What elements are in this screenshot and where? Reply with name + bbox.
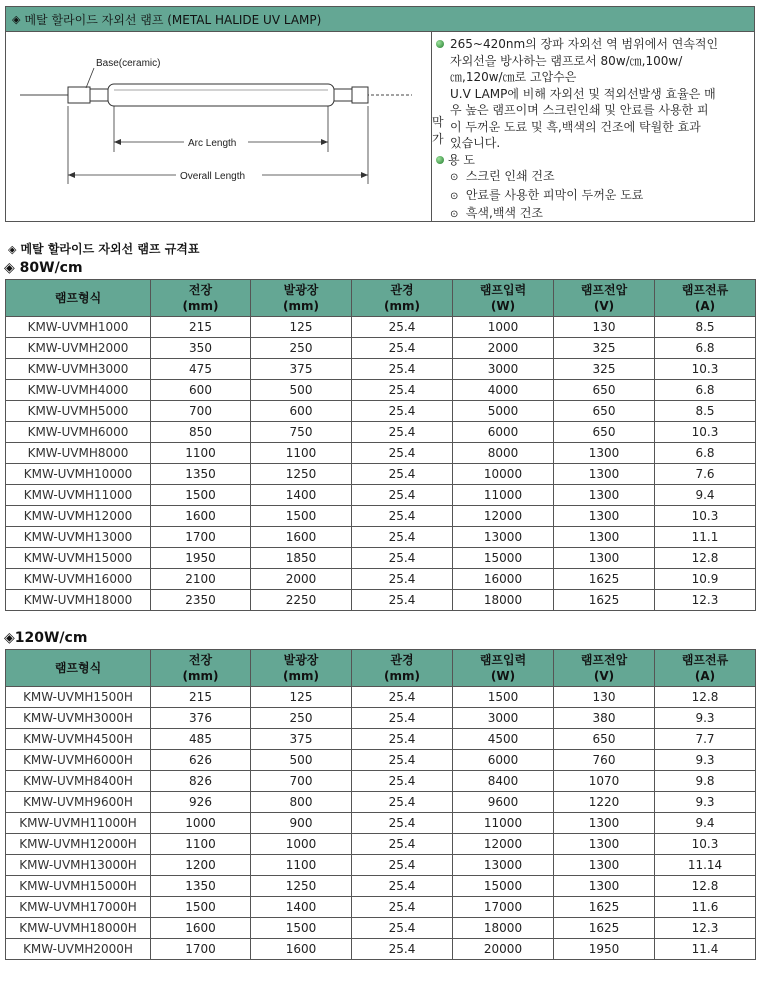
model-cell: KMW-UVMH2000H xyxy=(6,939,151,960)
value-cell: 1300 xyxy=(554,506,655,527)
value-cell: 1300 xyxy=(554,443,655,464)
model-cell: KMW-UVMH1500H xyxy=(6,687,151,708)
column-header-label: 발광장 xyxy=(283,283,319,297)
model-cell: KMW-UVMH12000H xyxy=(6,834,151,855)
model-cell: KMW-UVMH10000 xyxy=(6,464,151,485)
model-cell: KMW-UVMH17000H xyxy=(6,897,151,918)
model-cell: KMW-UVMH4500H xyxy=(6,729,151,750)
model-cell: KMW-UVMH5000 xyxy=(6,401,151,422)
value-cell: 10.3 xyxy=(655,834,756,855)
value-cell: 926 xyxy=(151,792,251,813)
value-cell: 475 xyxy=(151,359,251,380)
table80-heading: ◈ 80W/cm xyxy=(4,260,83,276)
model-cell: KMW-UVMH4000 xyxy=(6,380,151,401)
value-cell: 850 xyxy=(151,422,251,443)
table-row xyxy=(6,422,756,443)
value-cell: 650 xyxy=(554,729,655,750)
value-cell: 6.8 xyxy=(655,443,756,464)
value-cell: 1300 xyxy=(554,527,655,548)
table-row xyxy=(6,359,756,380)
value-cell: 1300 xyxy=(554,548,655,569)
value-cell: 11000 xyxy=(453,485,554,506)
value-cell: 25.4 xyxy=(352,443,453,464)
column-header-unit: (mm) xyxy=(283,669,319,683)
value-cell: 650 xyxy=(554,380,655,401)
value-cell: 10.3 xyxy=(655,422,756,443)
model-cell: KMW-UVMH6000 xyxy=(6,422,151,443)
value-cell: 2000 xyxy=(251,569,352,590)
value-cell: 1250 xyxy=(251,464,352,485)
usage-item xyxy=(436,205,750,224)
value-cell: 215 xyxy=(151,317,251,338)
usage-item-text: 흑색,백색 건조 xyxy=(465,206,544,220)
value-cell: 25.4 xyxy=(352,401,453,422)
column-header-unit: (mm) xyxy=(283,299,319,313)
model-cell: KMW-UVMH16000 xyxy=(6,569,151,590)
table-row xyxy=(6,506,756,527)
table-row xyxy=(6,401,756,422)
table-row xyxy=(6,380,756,401)
value-cell: 12.3 xyxy=(655,918,756,939)
model-cell: KMW-UVMH11000 xyxy=(6,485,151,506)
value-cell: 25.4 xyxy=(352,939,453,960)
value-cell: 4500 xyxy=(453,729,554,750)
value-cell: 380 xyxy=(554,708,655,729)
column-header-unit: (mm) xyxy=(384,299,420,313)
value-cell: 125 xyxy=(251,687,352,708)
table-header-row xyxy=(6,280,756,317)
table-row xyxy=(6,939,756,960)
value-cell: 650 xyxy=(554,422,655,443)
value-cell: 1500 xyxy=(251,918,352,939)
value-cell: 4000 xyxy=(453,380,554,401)
value-cell: 25.4 xyxy=(352,317,453,338)
value-cell: 25.4 xyxy=(352,548,453,569)
value-cell: 600 xyxy=(151,380,251,401)
lamp-diagram xyxy=(6,32,432,221)
value-cell: 600 xyxy=(251,401,352,422)
model-cell: KMW-UVMH11000H xyxy=(6,813,151,834)
value-cell: 11.14 xyxy=(655,855,756,876)
column-header xyxy=(352,650,453,687)
table-row xyxy=(6,876,756,897)
column-header-label: 램프입력 xyxy=(479,653,527,667)
table-row xyxy=(6,834,756,855)
value-cell: 1100 xyxy=(251,443,352,464)
column-header xyxy=(251,280,352,317)
value-cell: 1950 xyxy=(151,548,251,569)
model-cell: KMW-UVMH8000 xyxy=(6,443,151,464)
column-header-unit: (mm) xyxy=(384,669,420,683)
value-cell: 1100 xyxy=(151,443,251,464)
value-cell: 10000 xyxy=(453,464,554,485)
value-cell: 25.4 xyxy=(352,834,453,855)
value-cell: 1500 xyxy=(151,485,251,506)
column-header-unit: (mm) xyxy=(182,669,219,683)
column-header-label: 전장 xyxy=(188,653,213,667)
lamp-drawing xyxy=(6,32,431,222)
value-cell: 11.4 xyxy=(655,939,756,960)
base-label: Base(ceramic) xyxy=(96,58,161,69)
column-header-label: 관경 xyxy=(390,283,414,297)
table-row xyxy=(6,443,756,464)
model-cell: KMW-UVMH13000 xyxy=(6,527,151,548)
model-cell: KMW-UVMH15000H xyxy=(6,876,151,897)
value-cell: 250 xyxy=(251,338,352,359)
model-cell: KMW-UVMH18000 xyxy=(6,590,151,611)
table-row xyxy=(6,855,756,876)
spec-heading-text: 메탈 할라이드 자외선 램프 규격표 xyxy=(20,242,200,256)
table-row xyxy=(6,813,756,834)
value-cell: 2350 xyxy=(151,590,251,611)
table-row xyxy=(6,918,756,939)
value-cell: 3000 xyxy=(453,708,554,729)
column-header xyxy=(453,280,554,317)
spec-table-120w xyxy=(5,649,756,960)
circle-dot-icon: ⊙ xyxy=(450,209,459,220)
value-cell: 25.4 xyxy=(352,729,453,750)
value-cell: 25.4 xyxy=(352,813,453,834)
lamp-info-box xyxy=(5,6,755,222)
table-row xyxy=(6,569,756,590)
value-cell: 25.4 xyxy=(352,422,453,443)
value-cell: 1300 xyxy=(554,834,655,855)
value-cell: 25.4 xyxy=(352,708,453,729)
side-char: 막 xyxy=(432,115,444,129)
lamp-description xyxy=(432,32,754,221)
value-cell: 1000 xyxy=(251,834,352,855)
description-line: U.V LAMP에 비해 자외선 및 적외선발생 효율은 매 xyxy=(450,86,716,101)
value-cell: 826 xyxy=(151,771,251,792)
value-cell: 11000 xyxy=(453,813,554,834)
value-cell: 1850 xyxy=(251,548,352,569)
diamond-icon: ◈ xyxy=(8,243,17,256)
value-cell: 750 xyxy=(251,422,352,443)
value-cell: 1220 xyxy=(554,792,655,813)
description-paragraph xyxy=(436,36,750,152)
value-cell: 1600 xyxy=(151,918,251,939)
column-header-label: 램프전압 xyxy=(580,283,628,297)
value-cell: 1300 xyxy=(554,813,655,834)
value-cell: 1700 xyxy=(151,527,251,548)
value-cell: 1300 xyxy=(554,876,655,897)
value-cell: 15000 xyxy=(453,548,554,569)
bullet-icon xyxy=(436,156,444,164)
value-cell: 1500 xyxy=(453,687,554,708)
value-cell: 6.8 xyxy=(655,380,756,401)
value-cell: 1500 xyxy=(151,897,251,918)
value-cell: 10.3 xyxy=(655,359,756,380)
column-header xyxy=(655,650,756,687)
value-cell: 6000 xyxy=(453,750,554,771)
column-header xyxy=(151,650,251,687)
value-cell: 1250 xyxy=(251,876,352,897)
value-cell: 3000 xyxy=(453,359,554,380)
value-cell: 1350 xyxy=(151,464,251,485)
table-row xyxy=(6,485,756,506)
column-header-label: 관경 xyxy=(390,653,414,667)
value-cell: 2000 xyxy=(453,338,554,359)
table120-heading: ◈120W/cm xyxy=(4,630,88,646)
usage-item xyxy=(436,187,750,206)
value-cell: 18000 xyxy=(453,918,554,939)
circle-dot-icon: ⊙ xyxy=(450,190,459,202)
column-header-unit: (A) xyxy=(694,299,716,313)
value-cell: 376 xyxy=(151,708,251,729)
side-char: 가 xyxy=(432,131,444,146)
value-cell: 25.4 xyxy=(352,380,453,401)
table-row xyxy=(6,750,756,771)
table-row xyxy=(6,687,756,708)
value-cell: 18000 xyxy=(453,590,554,611)
value-cell: 25.4 xyxy=(352,338,453,359)
value-cell: 16000 xyxy=(453,569,554,590)
value-cell: 25.4 xyxy=(352,792,453,813)
column-header-unit: (V) xyxy=(593,669,615,683)
usage-heading xyxy=(436,152,750,169)
column-header xyxy=(554,650,655,687)
value-cell: 626 xyxy=(151,750,251,771)
usage-item xyxy=(436,168,750,187)
spec-heading xyxy=(8,240,199,257)
value-cell: 25.4 xyxy=(352,590,453,611)
value-cell: 900 xyxy=(251,813,352,834)
value-cell: 500 xyxy=(251,750,352,771)
arc-length-label: Arc Length xyxy=(188,138,237,149)
overall-length-label: Overall Length xyxy=(180,171,246,182)
model-cell: KMW-UVMH3000H xyxy=(6,708,151,729)
value-cell: 1600 xyxy=(251,939,352,960)
table-row xyxy=(6,590,756,611)
description-line: 우 높은 램프이며 스크린인쇄 및 안료를 사용한 피 xyxy=(450,103,709,117)
value-cell: 800 xyxy=(251,792,352,813)
spec-table-80w xyxy=(5,279,756,611)
value-cell: 9600 xyxy=(453,792,554,813)
column-header xyxy=(6,280,151,317)
table-row xyxy=(6,527,756,548)
value-cell: 9.4 xyxy=(655,813,756,834)
value-cell: 10.9 xyxy=(655,569,756,590)
value-cell: 1400 xyxy=(251,485,352,506)
model-cell: KMW-UVMH2000 xyxy=(6,338,151,359)
value-cell: 700 xyxy=(151,401,251,422)
column-header xyxy=(453,650,554,687)
column-header xyxy=(352,280,453,317)
value-cell: 12.3 xyxy=(655,590,756,611)
value-cell: 650 xyxy=(554,401,655,422)
model-cell: KMW-UVMH12000 xyxy=(6,506,151,527)
value-cell: 375 xyxy=(251,729,352,750)
value-cell: 25.4 xyxy=(352,897,453,918)
value-cell: 10.3 xyxy=(655,506,756,527)
column-header-label: 전장 xyxy=(188,283,213,297)
value-cell: 12.8 xyxy=(655,876,756,897)
value-cell: 8.5 xyxy=(655,317,756,338)
value-cell: 1300 xyxy=(554,485,655,506)
model-cell: KMW-UVMH3000 xyxy=(6,359,151,380)
value-cell: 25.4 xyxy=(352,569,453,590)
table-row xyxy=(6,464,756,485)
column-header-unit: (A) xyxy=(694,669,716,683)
value-cell: 1950 xyxy=(554,939,655,960)
value-cell: 1625 xyxy=(554,590,655,611)
column-header-label: 램프전류 xyxy=(681,653,729,667)
value-cell: 1625 xyxy=(554,918,655,939)
value-cell: 9.3 xyxy=(655,708,756,729)
value-cell: 8000 xyxy=(453,443,554,464)
value-cell: 9.4 xyxy=(655,485,756,506)
value-cell: 1350 xyxy=(151,876,251,897)
value-cell: 25.4 xyxy=(352,876,453,897)
value-cell: 350 xyxy=(151,338,251,359)
table-row xyxy=(6,317,756,338)
value-cell: 25.4 xyxy=(352,918,453,939)
bullet-icon xyxy=(436,40,444,48)
value-cell: 1000 xyxy=(151,813,251,834)
value-cell: 125 xyxy=(251,317,352,338)
model-cell: KMW-UVMH1000 xyxy=(6,317,151,338)
description-line: 이 두꺼운 도료 및 흑,백색의 건조에 탁월한 효과 xyxy=(450,119,701,134)
value-cell: 2250 xyxy=(251,590,352,611)
value-cell: 700 xyxy=(251,771,352,792)
value-cell: 8.5 xyxy=(655,401,756,422)
value-cell: 7.7 xyxy=(655,729,756,750)
value-cell: 9.8 xyxy=(655,771,756,792)
value-cell: 1300 xyxy=(554,464,655,485)
value-cell: 485 xyxy=(151,729,251,750)
table-row xyxy=(6,771,756,792)
value-cell: 1500 xyxy=(251,506,352,527)
value-cell: 1625 xyxy=(554,569,655,590)
value-cell: 13000 xyxy=(453,855,554,876)
model-cell: KMW-UVMH15000 xyxy=(6,548,151,569)
value-cell: 11.6 xyxy=(655,897,756,918)
value-cell: 25.4 xyxy=(352,485,453,506)
value-cell: 1600 xyxy=(151,506,251,527)
value-cell: 12000 xyxy=(453,834,554,855)
value-cell: 1625 xyxy=(554,897,655,918)
value-cell: 375 xyxy=(251,359,352,380)
value-cell: 5000 xyxy=(453,401,554,422)
value-cell: 215 xyxy=(151,687,251,708)
column-header-unit: (W) xyxy=(490,669,516,683)
value-cell: 6.8 xyxy=(655,338,756,359)
value-cell: 9.3 xyxy=(655,750,756,771)
value-cell: 1400 xyxy=(251,897,352,918)
description-line: ㎝,120w/㎝로 고압수은 xyxy=(450,70,577,84)
value-cell: 13000 xyxy=(453,527,554,548)
column-header xyxy=(151,280,251,317)
column-header-unit: (V) xyxy=(593,299,615,313)
model-cell: KMW-UVMH6000H xyxy=(6,750,151,771)
value-cell: 15000 xyxy=(453,876,554,897)
value-cell: 25.4 xyxy=(352,771,453,792)
value-cell: 1200 xyxy=(151,855,251,876)
value-cell: 12.8 xyxy=(655,687,756,708)
table-row xyxy=(6,729,756,750)
column-header-label: 램프형식 xyxy=(54,661,102,675)
column-header xyxy=(554,280,655,317)
value-cell: 130 xyxy=(554,687,655,708)
value-cell: 17000 xyxy=(453,897,554,918)
column-header-label: 램프전류 xyxy=(681,283,729,297)
value-cell: 11.1 xyxy=(655,527,756,548)
value-cell: 1300 xyxy=(554,855,655,876)
column-header-unit: (mm) xyxy=(182,299,219,313)
value-cell: 1000 xyxy=(453,317,554,338)
value-cell: 325 xyxy=(554,359,655,380)
value-cell: 1600 xyxy=(251,527,352,548)
value-cell: 1100 xyxy=(151,834,251,855)
circle-dot-icon: ⊙ xyxy=(450,172,459,183)
value-cell: 6000 xyxy=(453,422,554,443)
value-cell: 25.4 xyxy=(352,464,453,485)
value-cell: 25.4 xyxy=(352,359,453,380)
table-row xyxy=(6,338,756,359)
column-header xyxy=(6,650,151,687)
table-header-row xyxy=(6,650,756,687)
diamond-icon: ◈ xyxy=(12,12,21,26)
value-cell: 325 xyxy=(554,338,655,359)
value-cell: 500 xyxy=(251,380,352,401)
column-header-label: 램프형식 xyxy=(54,291,102,305)
value-cell: 1100 xyxy=(251,855,352,876)
table-row xyxy=(6,897,756,918)
value-cell: 25.4 xyxy=(352,855,453,876)
model-cell: KMW-UVMH8400H xyxy=(6,771,151,792)
usage-title: 용 도 xyxy=(448,152,475,167)
usage-item-text: 스크린 인쇄 건조 xyxy=(465,169,555,183)
column-header-unit: (W) xyxy=(490,299,516,313)
model-cell: KMW-UVMH18000H xyxy=(6,918,151,939)
value-cell: 250 xyxy=(251,708,352,729)
column-header xyxy=(655,280,756,317)
description-line: 265~420nm의 장파 자외선 역 범위에서 연속적인 xyxy=(450,37,719,51)
value-cell: 1070 xyxy=(554,771,655,792)
value-cell: 25.4 xyxy=(352,527,453,548)
value-cell: 12000 xyxy=(453,506,554,527)
value-cell: 130 xyxy=(554,317,655,338)
value-cell: 1700 xyxy=(151,939,251,960)
usage-item-text: 안료를 사용한 피막이 두꺼운 도료 xyxy=(465,187,644,202)
value-cell: 7.6 xyxy=(655,464,756,485)
value-cell: 25.4 xyxy=(352,506,453,527)
column-header-label: 램프입력 xyxy=(479,283,527,297)
value-cell: 9.3 xyxy=(655,792,756,813)
column-header-label: 발광장 xyxy=(283,653,319,667)
value-cell: 8400 xyxy=(453,771,554,792)
value-cell: 2100 xyxy=(151,569,251,590)
value-cell: 12.8 xyxy=(655,548,756,569)
model-cell: KMW-UVMH9600H xyxy=(6,792,151,813)
column-header xyxy=(251,650,352,687)
value-cell: 20000 xyxy=(453,939,554,960)
value-cell: 25.4 xyxy=(352,687,453,708)
value-cell: 760 xyxy=(554,750,655,771)
description-line: 있습니다. xyxy=(450,136,501,150)
value-cell: 25.4 xyxy=(352,750,453,771)
model-cell: KMW-UVMH13000H xyxy=(6,855,151,876)
table-row xyxy=(6,792,756,813)
lamp-info-title-bar xyxy=(6,7,754,32)
column-header-label: 램프전압 xyxy=(580,653,628,667)
description-line: 자외선을 방사하는 램프로서 80w/㎝,100w/ xyxy=(450,53,683,68)
table-row xyxy=(6,708,756,729)
lamp-info-title: 메탈 할라이드 자외선 램프 (METAL HALIDE UV LAMP) xyxy=(24,12,322,27)
table-row xyxy=(6,548,756,569)
